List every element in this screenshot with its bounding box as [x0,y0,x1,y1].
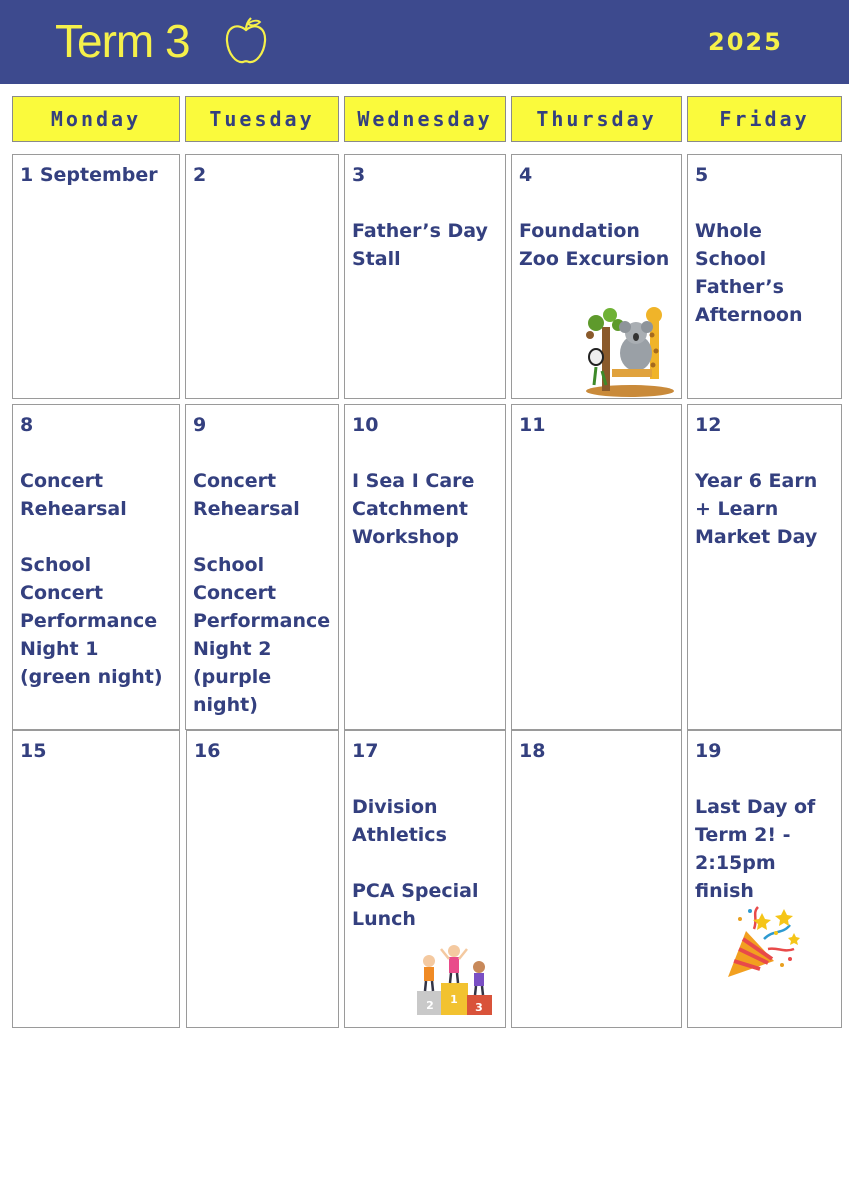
day-cell [185,404,339,730]
event-text: I Sea I Care Catchment Workshop [352,470,475,548]
day-cell [511,404,682,730]
day-number: 3 [352,164,366,186]
event-text: PCA Special Lunch [352,880,479,930]
day-cell [344,730,506,1028]
zoo-animals-illustration [584,305,676,397]
day-number: 1 September [20,164,158,186]
day-cell [12,154,180,399]
weekday-header-monday: Monday [12,96,180,142]
weekday-header-friday: Friday [687,96,842,142]
day-number: 2 [193,164,207,186]
day-number: 19 [695,740,722,762]
day-number: 9 [193,414,207,436]
day-cell [687,730,842,1028]
day-number: 15 [20,740,47,762]
party-popper-icon [724,903,806,983]
event-text: Last Day of Term 2! - 2:15pm finish [695,796,816,902]
day-number: 18 [519,740,546,762]
day-number: 17 [352,740,379,762]
day-cell [511,154,682,399]
event-text: Division Athletics [352,796,447,846]
day-number: 10 [352,414,379,436]
day-cell [344,154,506,399]
year-label: 2025 [708,28,783,56]
weekday-header-thursday: Thursday [511,96,682,142]
event-text: School Concert Performance Night 1 (green night) [20,554,163,688]
event-text: Father’s Day Stall [352,220,488,270]
day-cell [687,404,842,730]
svg-text:2: 2 [426,999,434,1012]
header-banner [0,0,849,84]
event-text: Concert Rehearsal [193,470,300,520]
day-cell [185,154,339,399]
event-text: Whole School Father’s Afternoon [695,220,803,326]
day-number: 8 [20,414,34,436]
day-cell [687,154,842,399]
event-text: Concert Rehearsal [20,470,127,520]
day-number: 11 [519,414,546,436]
day-number: 12 [695,414,722,436]
svg-text:3: 3 [475,1001,483,1014]
day-number: 16 [194,740,221,762]
event-text: Foundation Zoo Excursion [519,220,670,270]
day-cell [12,730,180,1028]
winners-podium-illustration [413,939,495,1019]
day-number: 5 [695,164,709,186]
day-cell [12,404,180,730]
day-cell [186,730,339,1028]
day-cell [511,730,682,1028]
term-title: Term 3 [55,15,190,67]
apple-outline-icon [222,16,270,66]
event-text: Year 6 Earn + Learn Market Day [695,470,818,548]
svg-text:1: 1 [450,993,458,1006]
event-text: School Concert Performance Night 2 (purple night) [193,554,331,716]
day-number: 4 [519,164,533,186]
day-cell [344,404,506,730]
weekday-header-wednesday: Wednesday [344,96,506,142]
weekday-header-tuesday: Tuesday [185,96,339,142]
